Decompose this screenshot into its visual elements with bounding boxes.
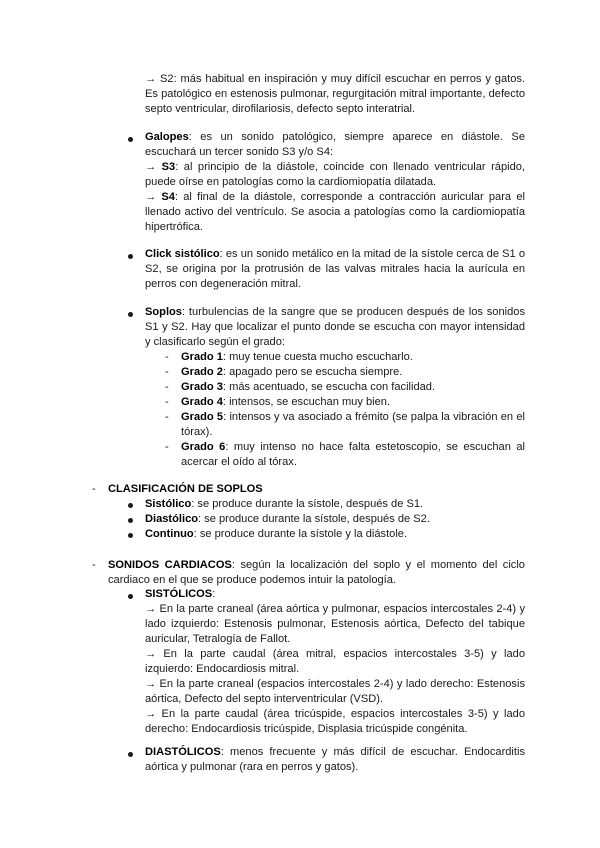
- clasificacion-bullet-3: [128, 533, 133, 538]
- item-term: Sistólico: [145, 498, 192, 510]
- sistolicos-line: → En la parte craneal (espacios intercostales 2-4) y lado derecho: Estenosis aórtica, Defecto del septo interventricular (VSD).: [145, 678, 525, 705]
- grade-text: : muy intenso no hace falta estetoscopio, se escuchan al acercar el oído al tórax.: [181, 441, 526, 468]
- sonidos-dash: -: [92, 559, 96, 571]
- soplos-paragraph: [145, 305, 525, 350]
- clasificacion-list: [145, 497, 525, 542]
- grade-text: : intensos y va asociado a frémito (se palpa la vibración en el tórax).: [181, 411, 525, 438]
- s2-paragraph: [145, 72, 525, 117]
- grades-list: [165, 350, 526, 470]
- grade-term: Grado 2: [181, 366, 223, 378]
- grade-dash: -: [165, 441, 169, 453]
- soplos-bullet: [128, 312, 133, 317]
- s4-term: S4: [161, 191, 175, 203]
- clasificacion-bullet-2: [128, 518, 133, 523]
- diastolicos-text: : menos frecuente y más difícil de escuchar. Endocarditis aórtica y pulmonar (rara en perros y gatos).: [145, 746, 525, 773]
- grade-dash: -: [165, 411, 169, 423]
- sistolicos-term: SISTÓLICOS: [145, 588, 213, 600]
- clasificacion-dash: -: [92, 483, 96, 495]
- clasificacion-bullet-1: [128, 503, 133, 508]
- grade-dash: -: [165, 351, 169, 363]
- grade-dash: -: [165, 381, 169, 393]
- sonidos-paragraph: [108, 558, 525, 588]
- sistolicos-bullet: [128, 594, 133, 599]
- galopes-term: Galopes: [145, 131, 189, 143]
- clasificacion-title: CLASIFICACIÓN DE SOPLOS: [108, 483, 263, 495]
- grade-item-2: [165, 365, 525, 380]
- sistolicos-line: → En la parte craneal (área aórtica y pulmonar, espacios intercostales 2-4) y lado izquierdo: Estenosis pulmonar, Estenosis aórtica, Defecto del tabique auricular, Tetralogía de Fallot.: [145, 603, 525, 645]
- grade-text: : intensos, se escuchan muy bien.: [222, 396, 391, 408]
- galopes-paragraph: Galopes: es un sonido patológico, siempre aparece en diástole. Se escuchará un tercer sonido S3 y/o S4: → S3: al principio de la diástole, coincide con llenado ventricular rápido, puede oírse en patologías como la cardiomiopatía dilatada. → S4: al final de la diástole, corresponde a contracción auricular para el llenado activo del ventrículo. Se asocia a patologías como la cardiomiopatía hipertrófica.: [145, 131, 526, 233]
- grade-item-4: [165, 395, 525, 410]
- grade-item-1: [165, 350, 525, 365]
- item-term: Diastólico: [145, 513, 199, 525]
- sistolicos-line: → En la parte caudal (área tricúspide, espacios intercostales 3-5) y lado derecho: Endocardiosis tricúspide, Displasia tricúspide congénita.: [145, 708, 525, 735]
- item-text: : se produce durante la sístole, después de S2.: [198, 513, 430, 525]
- clasificacion-heading: [108, 482, 525, 497]
- grade-text: : más acentuado, se escucha con facilidad.: [222, 381, 436, 393]
- click-paragraph: [145, 247, 525, 292]
- diastolicos-paragraph: [145, 745, 525, 775]
- sistolicos-line: → En la parte caudal (área mitral, espacios intercostales 3-5) y lado izquierdo: Endocardiosis mitral.: [145, 648, 525, 675]
- diastolicos-term: DIASTÓLICOS: [145, 746, 221, 758]
- grade-term: Grado 3: [181, 381, 223, 393]
- grade-item-3: [165, 380, 525, 395]
- s3-term: S3: [161, 161, 176, 173]
- grade-term: Grado 6: [181, 441, 226, 453]
- grade-text: : muy tenue cuesta mucho escucharlo.: [222, 351, 413, 363]
- grade-dash: -: [165, 366, 169, 378]
- diastolicos-bullet: [128, 752, 133, 757]
- sistolicos-block: [145, 587, 525, 737]
- clasificacion-item: [145, 497, 525, 512]
- s4-text: : al final de la diástole, corresponde a contracción auricular para el llenado activo del ventrículo. Se asocia a patologías como la cardiomiopatía hipertrófica.: [145, 191, 525, 233]
- grade-term: Grado 4: [181, 396, 223, 408]
- click-bullet: [128, 254, 133, 259]
- grade-term: Grado 5: [181, 411, 224, 423]
- galopes-bullet: [128, 137, 133, 142]
- clasificacion-item: [145, 512, 525, 527]
- soplos-text: : turbulencias de la sangre que se producen después de los sonidos S1 y S2. Hay que localizar el punto donde se escucha con mayor intensidad y clasificarlo según el grado:: [145, 306, 525, 348]
- click-term: Click sistólico: [145, 248, 220, 260]
- item-text: : se produce durante la sístole y la diástole.: [193, 528, 408, 540]
- grade-text: : apagado pero se escucha siempre.: [222, 366, 403, 378]
- click-text: : es un sonido metálico en la mitad de la sístole cerca de S1 o S2, se origina por la protrusión de las valvas mitrales hacia la aurícula en perros con degeneración mitral.: [145, 248, 525, 290]
- sistolicos-colon: :: [212, 588, 216, 600]
- s3-text: : al principio de la diástole, coincide con llenado ventricular rápido, puede oírse en patologías como la cardiomiopatía dilatada.: [145, 161, 526, 188]
- s2-text: → S2: más habitual en inspiración y muy difícil escuchar en perros y gatos. Es patológico en estenosis pulmonar, regurgitación mitral importante, defecto septo ventricular, dirofilariosis, defecto septo interatrial.: [145, 73, 525, 115]
- grade-item-6: [165, 440, 526, 470]
- item-term: Continuo: [145, 528, 194, 540]
- galopes-text: : es un sonido patológico, siempre aparece en diástole. Se escuchará un tercer sonido S3 y/o S4:: [145, 131, 525, 158]
- soplos-term: Soplos: [145, 306, 182, 318]
- grade-item-5: [165, 410, 525, 440]
- item-text: : se produce durante la sístole, después de S1.: [191, 498, 424, 510]
- grade-dash: -: [165, 396, 169, 408]
- sonidos-text: : según la localización del soplo y el momento del ciclo cardiaco en el que se produce podemos intuir la patología.: [108, 559, 525, 586]
- grade-term: Grado 1: [181, 351, 223, 363]
- sonidos-title: SONIDOS CARDIACOS: [108, 559, 232, 571]
- clasificacion-item: [145, 527, 525, 542]
